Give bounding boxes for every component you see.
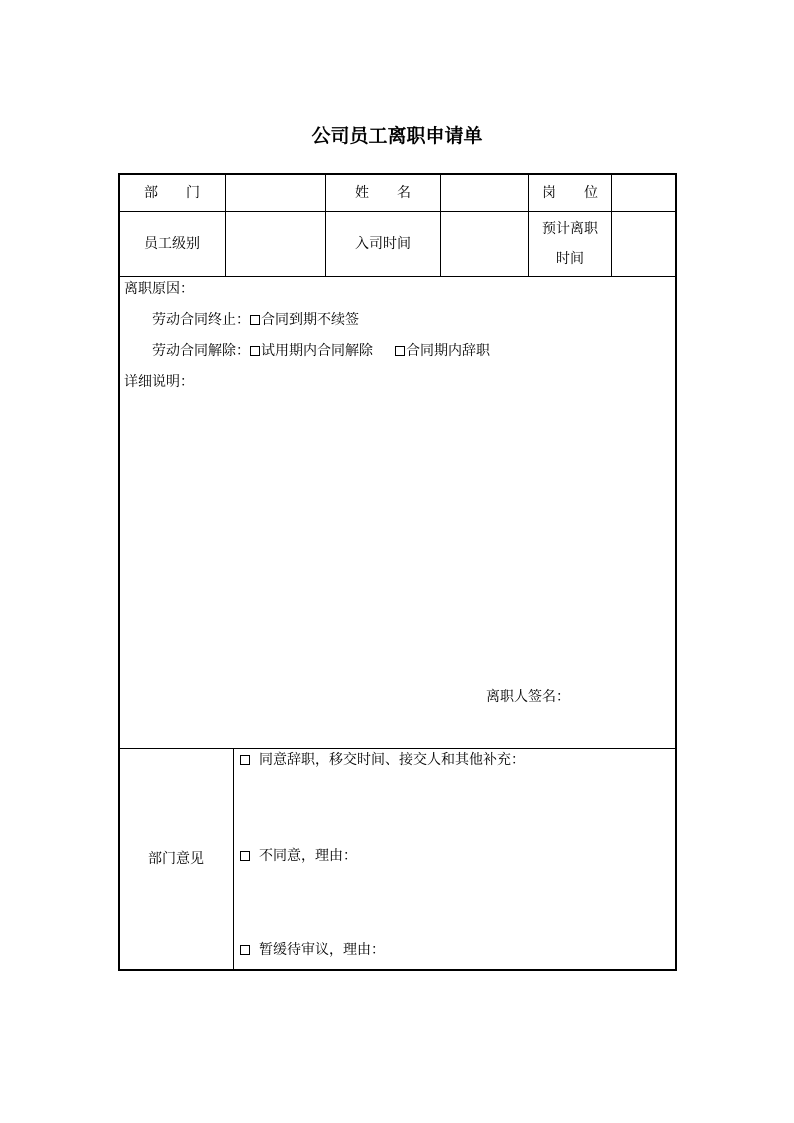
checkbox-resignation-in-term[interactable] <box>395 346 405 356</box>
row-divider <box>119 276 676 277</box>
checkbox-probation-dissolution[interactable] <box>250 346 260 356</box>
termination-option-label: 合同到期不续签 <box>261 312 359 328</box>
opinion-disagree-label: 不同意，理由： <box>259 848 357 864</box>
employee-level-label: 员工级别 <box>144 236 200 252</box>
position-field[interactable] <box>612 174 675 211</box>
dissolution-label: 劳动合同解除： <box>152 343 250 359</box>
termination-label: 劳动合同终止： <box>152 312 250 328</box>
join-date-field[interactable] <box>441 212 528 276</box>
expected-leave-label: 预计离职 时间 <box>542 221 598 267</box>
position-label: 岗 位 <box>542 184 598 201</box>
opinion-disagree-row <box>240 846 357 866</box>
department-label: 部 门 <box>144 184 200 201</box>
name-field[interactable] <box>441 174 528 211</box>
detail-label: 详细说明： <box>124 374 194 390</box>
detail-textarea[interactable] <box>124 396 670 676</box>
opinion-agree-row <box>240 750 525 770</box>
checkbox-disagree[interactable] <box>240 851 250 861</box>
expected-leave-field[interactable] <box>612 212 675 276</box>
join-date-label: 入司时间 <box>355 236 411 252</box>
reason-heading: 离职原因： <box>124 281 194 297</box>
name-label: 姓 名 <box>355 184 411 201</box>
signature-label: 离职人签名： <box>486 689 570 705</box>
termination-row <box>152 310 359 330</box>
dissolution-row <box>152 341 490 361</box>
opinion-defer-label: 暂缓待审议，理由： <box>259 942 385 958</box>
checkbox-contract-expiry[interactable] <box>250 315 260 325</box>
department-opinion-label: 部门意见 <box>148 851 204 867</box>
column-divider <box>233 748 234 970</box>
department-field[interactable] <box>226 174 325 211</box>
checkbox-agree[interactable] <box>240 755 250 765</box>
checkbox-defer[interactable] <box>240 945 250 955</box>
opinion-defer-row <box>240 940 385 960</box>
opinion-agree-label: 同意辞职，移交时间、接交人和其他补充： <box>259 752 525 768</box>
dissolution-option-2-label: 合同期内辞职 <box>406 343 490 359</box>
employee-level-field[interactable] <box>226 212 325 276</box>
dissolution-option-1-label: 试用期内合同解除 <box>261 343 373 359</box>
page-title: 公司员工离职申请单 <box>311 125 483 147</box>
